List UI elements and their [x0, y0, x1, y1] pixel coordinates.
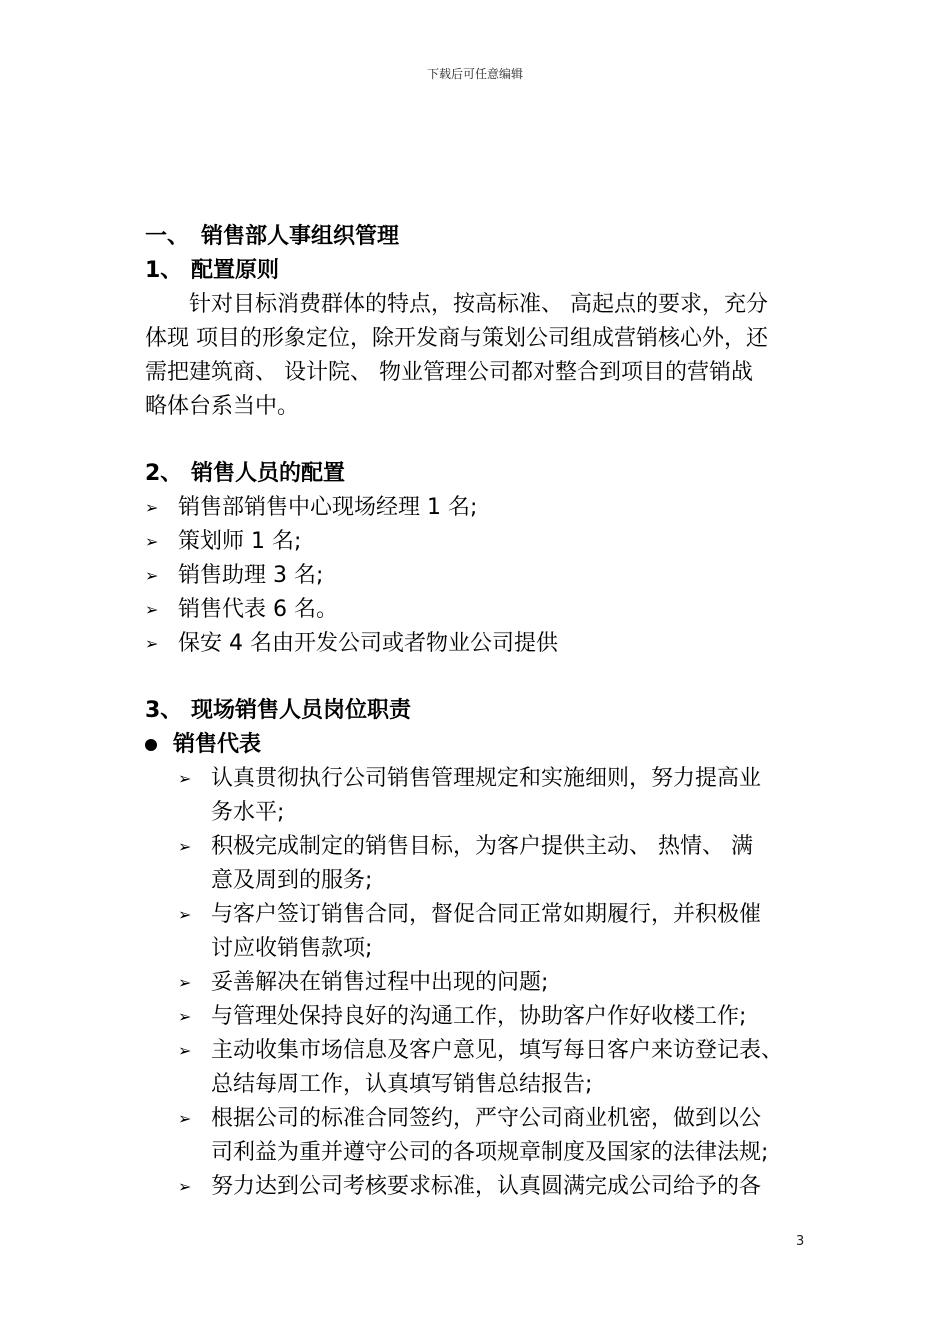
- role-title: 销售代表: [173, 732, 262, 757]
- staffing-list: [145, 491, 810, 661]
- duty-line: 意及周到的服务;: [211, 868, 373, 893]
- duty-line: 努力达到公司考核要求标准，认真圆满完成公司给予的各: [211, 1174, 762, 1199]
- list-item-text: 策划师 1 名;: [178, 529, 302, 554]
- subsection-heading-1: [145, 254, 810, 288]
- arrow-right-icon: ➢: [178, 905, 192, 924]
- duty-line: 妥善解决在销售过程中出现的问题;: [211, 970, 549, 995]
- list-item-text: 销售部销售中心现场经理 1 名;: [178, 495, 478, 520]
- subsection-title: 配置原则: [191, 258, 280, 283]
- arrow-right-icon: ➢: [145, 600, 159, 619]
- arrow-right-icon: ➢: [145, 634, 159, 653]
- duty-item: [178, 898, 810, 966]
- arrow-right-icon: ➢: [178, 837, 192, 856]
- duty-line: 与管理处保持良好的沟通工作，协助客户作好收楼工作;: [211, 1004, 747, 1029]
- duty-line: 主动收集市场信息及客户意见，填写每日客户来访登记表、: [211, 1038, 784, 1063]
- duty-item: [178, 1102, 810, 1170]
- duty-line: 认真贯彻执行公司销售管理规定和实施细则，努力提高业: [211, 766, 762, 791]
- section-number: 一、: [145, 224, 190, 249]
- duty-line: 与客户签订销售合同，督促合同正常如期履行，并积极催: [211, 902, 762, 927]
- duty-line: 讨应收销售款项;: [211, 936, 373, 961]
- list-item-text: 保安 4 名由开发公司或者物业公司提供: [178, 631, 558, 656]
- principle-paragraph: [145, 288, 810, 424]
- list-item: [145, 491, 810, 525]
- section-heading-1: [145, 220, 810, 254]
- list-item: [145, 627, 810, 661]
- list-item-text: 销售代表 6 名。: [178, 597, 338, 622]
- document-body: [145, 220, 810, 1204]
- duty-line: 务水平;: [211, 800, 285, 825]
- duty-line: 司利益为重并遵守公司的各项规章制度及国家的法律法规;: [211, 1140, 769, 1165]
- role-bullet: [145, 728, 810, 762]
- spacer: [145, 424, 810, 457]
- subsection-number: 3、: [145, 698, 183, 723]
- duty-line: 积极完成制定的销售目标，为客户提供主动、 热情、 满: [211, 834, 753, 859]
- subsection-number: 2、: [145, 461, 183, 486]
- duty-item: [178, 830, 810, 898]
- list-item: [145, 559, 810, 593]
- duty-item: [178, 1034, 810, 1102]
- spacer: [145, 661, 810, 694]
- duty-line: 总结每周工作，认真填写销售总结报告;: [211, 1072, 593, 1097]
- arrow-right-icon: ➢: [145, 498, 159, 517]
- arrow-right-icon: ➢: [145, 532, 159, 551]
- section-title: 销售部人事组织管理: [201, 224, 400, 249]
- list-item: [145, 593, 810, 627]
- paragraph-line: 针对目标消费群体的特点，按高标准、 高起点的要求，充分: [189, 292, 768, 317]
- header-note: 下载后可任意编辑: [426, 67, 523, 81]
- subsection-heading-2: [145, 457, 810, 491]
- page-number: 3: [796, 1234, 805, 1249]
- list-item-text: 销售助理 3 名;: [178, 563, 324, 588]
- arrow-right-icon: ➢: [145, 566, 159, 585]
- duty-line: 根据公司的标准合同签约，严守公司商业机密，做到以公: [211, 1106, 762, 1131]
- duty-item: [178, 966, 810, 1000]
- duties-list: [178, 762, 810, 1204]
- paragraph-line: 体现 项目的形象定位，除开发商与策划公司组成营销核心外，还: [145, 326, 768, 351]
- subsection-number: 1、: [145, 258, 183, 283]
- paragraph-line: 需把建筑商、 设计院、 物业管理公司都对整合到项目的营销战: [145, 360, 753, 385]
- arrow-right-icon: ➢: [178, 769, 192, 788]
- filled-circle-icon: [145, 739, 157, 751]
- paragraph-line: 略体台系当中。: [145, 394, 300, 419]
- subsection-title: 销售人员的配置: [191, 461, 346, 486]
- list-item: [145, 525, 810, 559]
- arrow-right-icon: ➢: [178, 1109, 192, 1128]
- duty-item: [178, 1170, 810, 1204]
- arrow-right-icon: ➢: [178, 1007, 192, 1026]
- subsection-heading-3: [145, 694, 810, 728]
- arrow-right-icon: ➢: [178, 1041, 192, 1060]
- duty-item: [178, 1000, 810, 1034]
- arrow-right-icon: ➢: [178, 1177, 192, 1196]
- duty-item: [178, 762, 810, 830]
- arrow-right-icon: ➢: [178, 973, 192, 992]
- subsection-title: 现场销售人员岗位职责: [191, 698, 412, 723]
